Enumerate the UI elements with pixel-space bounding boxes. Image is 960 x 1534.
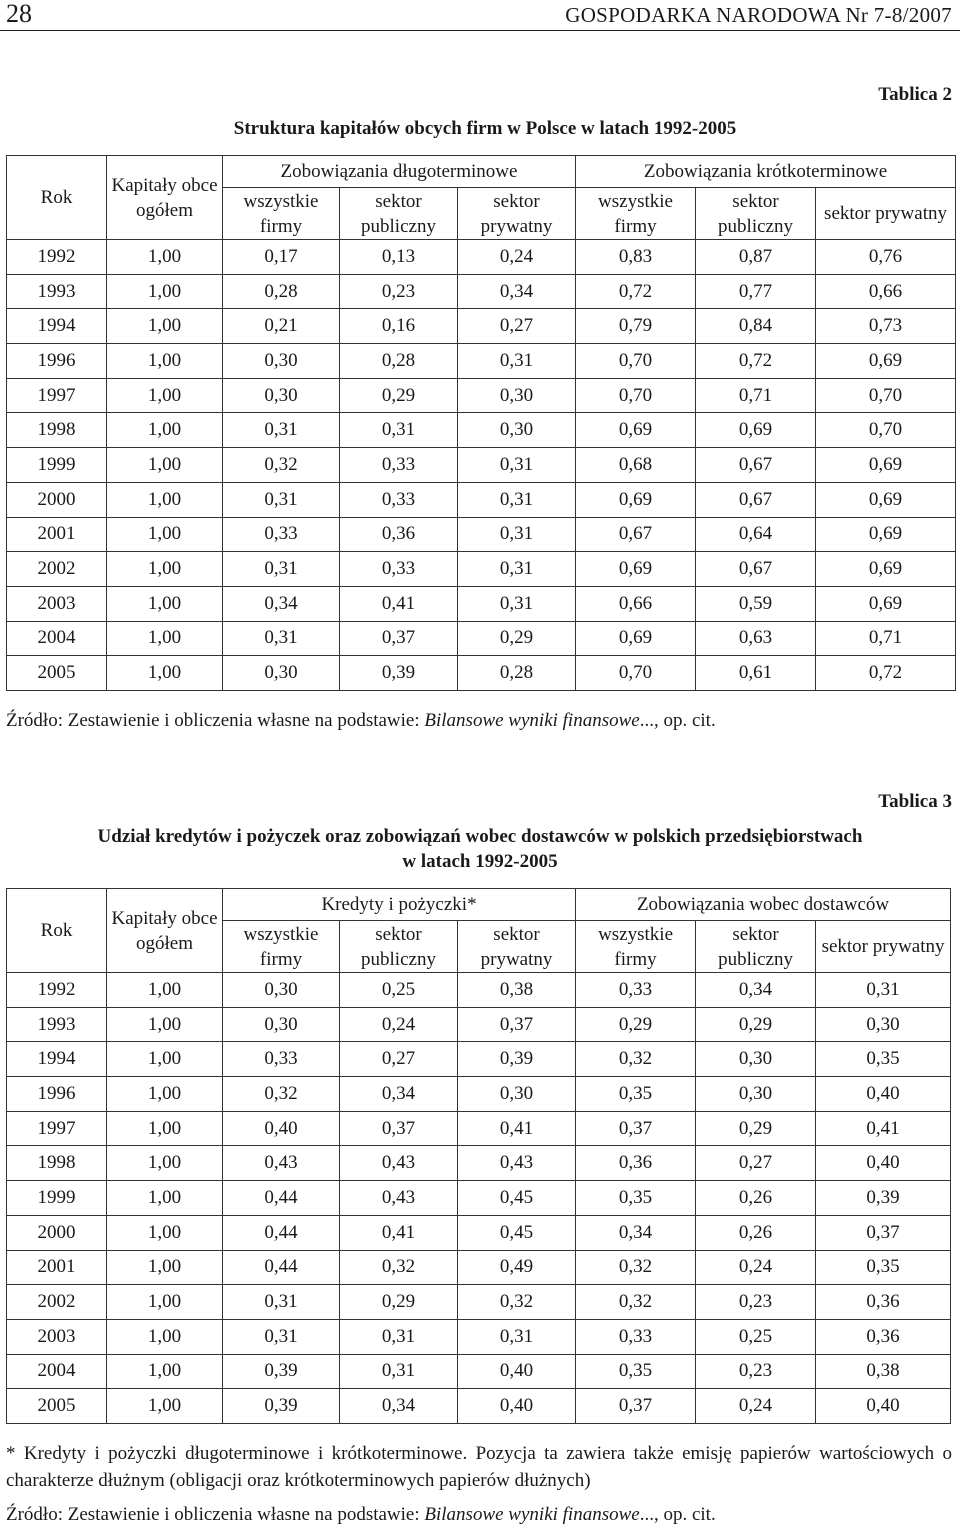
- cell-value: 0,29: [696, 1007, 816, 1042]
- table3-subheader: sektor publiczny: [340, 921, 458, 973]
- cell-value: 1,00: [107, 1319, 223, 1354]
- cell-value: 0,36: [816, 1285, 951, 1320]
- cell-value: 0,67: [576, 517, 696, 552]
- cell-value: 0,27: [458, 309, 576, 344]
- cell-value: 0,27: [696, 1146, 816, 1181]
- cell-year: 1994: [7, 309, 107, 344]
- table-row: [7, 1250, 951, 1285]
- cell-value: 0,30: [223, 973, 340, 1008]
- cell-value: 0,40: [816, 1077, 951, 1112]
- table-row: [7, 1389, 951, 1424]
- table3-subheader: wszystkie firmy: [576, 921, 696, 973]
- table2: [6, 155, 956, 691]
- cell-value: 0,39: [816, 1181, 951, 1216]
- cell-value: 0,41: [340, 586, 458, 621]
- cell-value: 0,72: [576, 274, 696, 309]
- table3-body: [7, 973, 951, 1424]
- source-suffix: ..., op. cit.: [639, 1504, 716, 1525]
- cell-value: 0,87: [696, 240, 816, 275]
- table3-subheader: sektor prywatny: [458, 921, 576, 973]
- cell-value: 0,37: [816, 1215, 951, 1250]
- cell-value: 0,76: [816, 240, 956, 275]
- cell-value: 0,31: [458, 344, 576, 379]
- cell-value: 0,30: [223, 344, 340, 379]
- cell-year: 1998: [7, 1146, 107, 1181]
- cell-value: 0,40: [223, 1111, 340, 1146]
- cell-year: 2003: [7, 1319, 107, 1354]
- cell-value: 0,28: [458, 656, 576, 691]
- source-suffix: ..., op. cit.: [639, 710, 716, 731]
- table-row: [7, 274, 956, 309]
- table-row: [7, 1077, 951, 1112]
- cell-year: 2005: [7, 656, 107, 691]
- cell-year: 2002: [7, 552, 107, 587]
- cell-value: 0,34: [223, 586, 340, 621]
- cell-value: 0,33: [340, 552, 458, 587]
- table-row: [7, 344, 956, 379]
- table-row: [7, 621, 956, 656]
- table3-header-group-suppliers: Zobowiązania wobec dostawców: [576, 889, 951, 921]
- cell-value: 0,32: [223, 1077, 340, 1112]
- cell-value: 0,31: [340, 1354, 458, 1389]
- cell-value: 0,36: [816, 1319, 951, 1354]
- cell-value: 0,35: [816, 1042, 951, 1077]
- cell-value: 0,44: [223, 1215, 340, 1250]
- cell-value: 0,69: [816, 586, 956, 621]
- table-row: [7, 1007, 951, 1042]
- table-row: [7, 1215, 951, 1250]
- cell-value: 0,35: [816, 1250, 951, 1285]
- cell-value: 1,00: [107, 1111, 223, 1146]
- cell-value: 0,63: [696, 621, 816, 656]
- cell-value: 0,31: [340, 413, 458, 448]
- cell-value: 0,66: [576, 586, 696, 621]
- cell-value: 0,70: [576, 378, 696, 413]
- cell-value: 1,00: [107, 1389, 223, 1424]
- table3-subheader: sektor prywatny: [816, 921, 951, 973]
- cell-year: 2005: [7, 1389, 107, 1424]
- source-title: Bilansowe wyniki finansowe: [424, 710, 640, 731]
- table3-header-kapitaly: Kapitały obce ogółem: [107, 889, 223, 973]
- cell-value: 0,71: [696, 378, 816, 413]
- cell-value: 0,43: [223, 1146, 340, 1181]
- table-row: [7, 240, 956, 275]
- cell-value: 0,67: [696, 448, 816, 483]
- cell-value: 0,34: [696, 973, 816, 1008]
- cell-value: 0,32: [576, 1285, 696, 1320]
- cell-value: 0,31: [816, 973, 951, 1008]
- cell-value: 0,69: [576, 482, 696, 517]
- table3-title-line1: Udział kredytów i pożyczek oraz zobowiązań wobec dostawców w polskich przedsiębiorstwach: [97, 826, 863, 847]
- cell-value: 1,00: [107, 517, 223, 552]
- cell-value: 0,16: [340, 309, 458, 344]
- cell-year: 1994: [7, 1042, 107, 1077]
- cell-value: 0,44: [223, 1181, 340, 1216]
- cell-value: 0,29: [340, 1285, 458, 1320]
- cell-value: 0,31: [458, 517, 576, 552]
- cell-value: 0,35: [576, 1077, 696, 1112]
- cell-value: 0,84: [696, 309, 816, 344]
- cell-value: 0,29: [576, 1007, 696, 1042]
- cell-value: 0,40: [458, 1354, 576, 1389]
- cell-value: 0,31: [458, 552, 576, 587]
- cell-value: 0,32: [458, 1285, 576, 1320]
- table3-label: Tablica 3: [878, 791, 952, 812]
- cell-value: 0,39: [223, 1354, 340, 1389]
- table2-header-group-long: Zobowiązania długoterminowe: [223, 156, 576, 188]
- cell-year: 2004: [7, 1354, 107, 1389]
- cell-year: 1996: [7, 1077, 107, 1112]
- table2-subheader: wszystkie firmy: [576, 188, 696, 240]
- cell-year: 1993: [7, 1007, 107, 1042]
- cell-value: 0,30: [458, 378, 576, 413]
- cell-year: 2003: [7, 586, 107, 621]
- table2-label: Tablica 2: [878, 84, 952, 105]
- cell-value: 0,26: [696, 1215, 816, 1250]
- cell-year: 2000: [7, 482, 107, 517]
- cell-value: 0,32: [576, 1250, 696, 1285]
- cell-value: 0,34: [576, 1215, 696, 1250]
- cell-value: 0,33: [576, 1319, 696, 1354]
- table-row: [7, 517, 956, 552]
- cell-value: 0,77: [696, 274, 816, 309]
- cell-value: 0,37: [458, 1007, 576, 1042]
- cell-value: 0,31: [223, 482, 340, 517]
- table-row: [7, 552, 956, 587]
- journal-title: GOSPODARKA NARODOWA Nr 7-8/2007: [565, 3, 952, 27]
- page-number: 28: [6, 0, 32, 28]
- cell-year: 1993: [7, 274, 107, 309]
- cell-value: 0,40: [816, 1146, 951, 1181]
- cell-value: 0,23: [340, 274, 458, 309]
- table-row: [7, 482, 956, 517]
- cell-value: 0,33: [576, 973, 696, 1008]
- cell-value: 0,25: [696, 1319, 816, 1354]
- cell-value: 0,37: [340, 621, 458, 656]
- cell-value: 1,00: [107, 344, 223, 379]
- table-row: [7, 656, 956, 691]
- cell-value: 0,69: [576, 413, 696, 448]
- table-row: [7, 973, 951, 1008]
- cell-value: 1,00: [107, 1042, 223, 1077]
- table-row: [7, 309, 956, 344]
- source-title: Bilansowe wyniki finansowe: [424, 1504, 640, 1525]
- table3-header-group-credit: Kredyty i pożyczki*: [223, 889, 576, 921]
- cell-value: 0,33: [340, 482, 458, 517]
- cell-value: 0,38: [816, 1354, 951, 1389]
- cell-value: 1,00: [107, 973, 223, 1008]
- cell-value: 0,72: [816, 656, 956, 691]
- table2-subheader: sektor publiczny: [696, 188, 816, 240]
- table3-header-rok: Rok: [7, 889, 107, 973]
- cell-year: 1999: [7, 1181, 107, 1216]
- table2-body: [7, 240, 956, 691]
- cell-value: 0,31: [223, 413, 340, 448]
- table2-header-kapitaly: Kapitały obce ogółem: [107, 156, 223, 240]
- cell-value: 0,31: [223, 552, 340, 587]
- table2-source: [6, 710, 716, 732]
- cell-value: 0,69: [816, 344, 956, 379]
- cell-value: 0,43: [340, 1181, 458, 1216]
- table2-header-rok: Rok: [7, 156, 107, 240]
- cell-value: 0,79: [576, 309, 696, 344]
- table-row: [7, 1181, 951, 1216]
- cell-value: 0,38: [458, 973, 576, 1008]
- table3-source: [6, 1504, 716, 1526]
- cell-value: 0,30: [816, 1007, 951, 1042]
- cell-value: 1,00: [107, 552, 223, 587]
- cell-value: 1,00: [107, 1285, 223, 1320]
- cell-value: 0,73: [816, 309, 956, 344]
- cell-value: 0,31: [340, 1319, 458, 1354]
- cell-value: 0,30: [223, 378, 340, 413]
- cell-value: 0,30: [223, 1007, 340, 1042]
- cell-value: 0,13: [340, 240, 458, 275]
- cell-year: 1997: [7, 1111, 107, 1146]
- cell-value: 0,69: [696, 413, 816, 448]
- cell-value: 0,28: [223, 274, 340, 309]
- cell-value: 0,69: [576, 621, 696, 656]
- cell-value: 0,21: [223, 309, 340, 344]
- cell-value: 1,00: [107, 621, 223, 656]
- cell-value: 0,35: [576, 1181, 696, 1216]
- cell-value: 0,23: [696, 1285, 816, 1320]
- cell-value: 0,66: [816, 274, 956, 309]
- cell-year: 1992: [7, 973, 107, 1008]
- cell-value: 0,70: [576, 656, 696, 691]
- cell-value: 0,64: [696, 517, 816, 552]
- cell-value: 0,41: [458, 1111, 576, 1146]
- cell-value: 0,61: [696, 656, 816, 691]
- cell-value: 1,00: [107, 309, 223, 344]
- cell-value: 0,28: [340, 344, 458, 379]
- cell-value: 0,24: [696, 1250, 816, 1285]
- cell-value: 0,30: [223, 656, 340, 691]
- cell-value: 0,44: [223, 1250, 340, 1285]
- cell-value: 0,34: [340, 1077, 458, 1112]
- cell-value: 0,33: [340, 448, 458, 483]
- cell-year: 1999: [7, 448, 107, 483]
- table3-footnote: * Kredyty i pożyczki długoterminowe i krótkoterminowe. Pozycja ta zawiera także emisję papierów wartościowych o charakterze dłużnym (obligacji oraz krótkoterminowych papierów dłużnych): [6, 1443, 952, 1491]
- cell-value: 0,37: [340, 1111, 458, 1146]
- table-row: [7, 413, 956, 448]
- cell-year: 1998: [7, 413, 107, 448]
- cell-value: 0,24: [340, 1007, 458, 1042]
- cell-value: 0,67: [696, 482, 816, 517]
- table-row: [7, 1354, 951, 1389]
- cell-value: 1,00: [107, 378, 223, 413]
- table3-subheader: sektor publiczny: [696, 921, 816, 973]
- cell-value: 0,67: [696, 552, 816, 587]
- cell-value: 1,00: [107, 1250, 223, 1285]
- cell-value: 0,30: [458, 1077, 576, 1112]
- table-row: [7, 378, 956, 413]
- cell-value: 0,70: [576, 344, 696, 379]
- cell-year: 2001: [7, 1250, 107, 1285]
- cell-year: 2004: [7, 621, 107, 656]
- cell-value: 0,30: [696, 1077, 816, 1112]
- cell-value: 0,29: [340, 378, 458, 413]
- cell-value: 0,83: [576, 240, 696, 275]
- cell-value: 1,00: [107, 413, 223, 448]
- cell-value: 0,69: [816, 517, 956, 552]
- cell-value: 0,36: [576, 1146, 696, 1181]
- cell-value: 0,34: [458, 274, 576, 309]
- table3-title: [0, 824, 960, 874]
- cell-value: 1,00: [107, 1181, 223, 1216]
- cell-value: 0,39: [223, 1389, 340, 1424]
- table2-subheader: sektor prywatny: [816, 188, 956, 240]
- cell-value: 0,69: [816, 482, 956, 517]
- cell-value: 0,31: [458, 448, 576, 483]
- cell-value: 0,26: [696, 1181, 816, 1216]
- table-row: [7, 1146, 951, 1181]
- cell-value: 0,31: [458, 482, 576, 517]
- cell-value: 0,33: [223, 1042, 340, 1077]
- table3-title-line2: w latach 1992-2005: [402, 851, 558, 872]
- source-text: Źródło: Zestawienie i obliczenia własne na podstawie:: [6, 1504, 425, 1525]
- cell-value: 1,00: [107, 448, 223, 483]
- cell-value: 0,39: [458, 1042, 576, 1077]
- cell-value: 0,43: [340, 1146, 458, 1181]
- cell-value: 0,49: [458, 1250, 576, 1285]
- cell-value: 0,72: [696, 344, 816, 379]
- cell-value: 0,40: [458, 1389, 576, 1424]
- cell-value: 1,00: [107, 240, 223, 275]
- cell-value: 0,30: [458, 413, 576, 448]
- table-row: [7, 1042, 951, 1077]
- cell-value: 1,00: [107, 1354, 223, 1389]
- cell-value: 1,00: [107, 656, 223, 691]
- cell-year: 1997: [7, 378, 107, 413]
- cell-value: 0,32: [576, 1042, 696, 1077]
- cell-value: 0,71: [816, 621, 956, 656]
- table-row: [7, 1285, 951, 1320]
- cell-year: 2001: [7, 517, 107, 552]
- table2-subheader: sektor prywatny: [458, 188, 576, 240]
- table2-title: Struktura kapitałów obcych firm w Polsce w latach 1992-2005: [233, 118, 737, 139]
- cell-value: 0,68: [576, 448, 696, 483]
- cell-value: 0,31: [223, 1285, 340, 1320]
- cell-value: 0,24: [696, 1389, 816, 1424]
- cell-value: 0,43: [458, 1146, 576, 1181]
- cell-value: 0,29: [458, 621, 576, 656]
- cell-value: 0,35: [576, 1354, 696, 1389]
- cell-value: 0,70: [816, 413, 956, 448]
- cell-value: 0,32: [223, 448, 340, 483]
- cell-value: 0,41: [340, 1215, 458, 1250]
- cell-value: 0,29: [696, 1111, 816, 1146]
- cell-value: 1,00: [107, 482, 223, 517]
- cell-value: 0,37: [576, 1389, 696, 1424]
- cell-value: 0,34: [340, 1389, 458, 1424]
- cell-value: 1,00: [107, 1215, 223, 1250]
- table3: [6, 888, 951, 1424]
- cell-value: 0,24: [458, 240, 576, 275]
- cell-value: 1,00: [107, 274, 223, 309]
- table-row: [7, 1111, 951, 1146]
- page-header: [0, 0, 960, 31]
- cell-value: 1,00: [107, 1146, 223, 1181]
- cell-value: 0,45: [458, 1215, 576, 1250]
- cell-value: 1,00: [107, 1007, 223, 1042]
- cell-value: 0,40: [816, 1389, 951, 1424]
- table-row: [7, 448, 956, 483]
- table-row: [7, 1319, 951, 1354]
- cell-value: 1,00: [107, 1077, 223, 1112]
- cell-year: 1992: [7, 240, 107, 275]
- cell-year: 1996: [7, 344, 107, 379]
- source-text: Źródło: Zestawienie i obliczenia własne na podstawie:: [6, 710, 425, 731]
- cell-value: 0,41: [816, 1111, 951, 1146]
- cell-value: 0,31: [223, 1319, 340, 1354]
- cell-value: 0,23: [696, 1354, 816, 1389]
- table-row: [7, 586, 956, 621]
- cell-value: 0,45: [458, 1181, 576, 1216]
- cell-year: 2002: [7, 1285, 107, 1320]
- cell-value: 0,33: [223, 517, 340, 552]
- cell-value: 0,37: [576, 1111, 696, 1146]
- cell-value: 0,39: [340, 656, 458, 691]
- cell-value: 0,36: [340, 517, 458, 552]
- cell-value: 0,70: [816, 378, 956, 413]
- cell-value: 0,32: [340, 1250, 458, 1285]
- cell-value: 0,59: [696, 586, 816, 621]
- table2-header-group-short: Zobowiązania krótkoterminowe: [576, 156, 956, 188]
- cell-value: 0,69: [576, 552, 696, 587]
- table2-subheader: sektor publiczny: [340, 188, 458, 240]
- cell-value: 0,27: [340, 1042, 458, 1077]
- cell-value: 0,31: [458, 586, 576, 621]
- cell-value: 0,25: [340, 973, 458, 1008]
- table3-subheader: wszystkie firmy: [223, 921, 340, 973]
- table2-subheader: wszystkie firmy: [223, 188, 340, 240]
- cell-value: 0,31: [458, 1319, 576, 1354]
- cell-value: 1,00: [107, 586, 223, 621]
- cell-value: 0,69: [816, 552, 956, 587]
- cell-value: 0,17: [223, 240, 340, 275]
- cell-value: 0,30: [696, 1042, 816, 1077]
- cell-value: 0,69: [816, 448, 956, 483]
- cell-value: 0,31: [223, 621, 340, 656]
- cell-year: 2000: [7, 1215, 107, 1250]
